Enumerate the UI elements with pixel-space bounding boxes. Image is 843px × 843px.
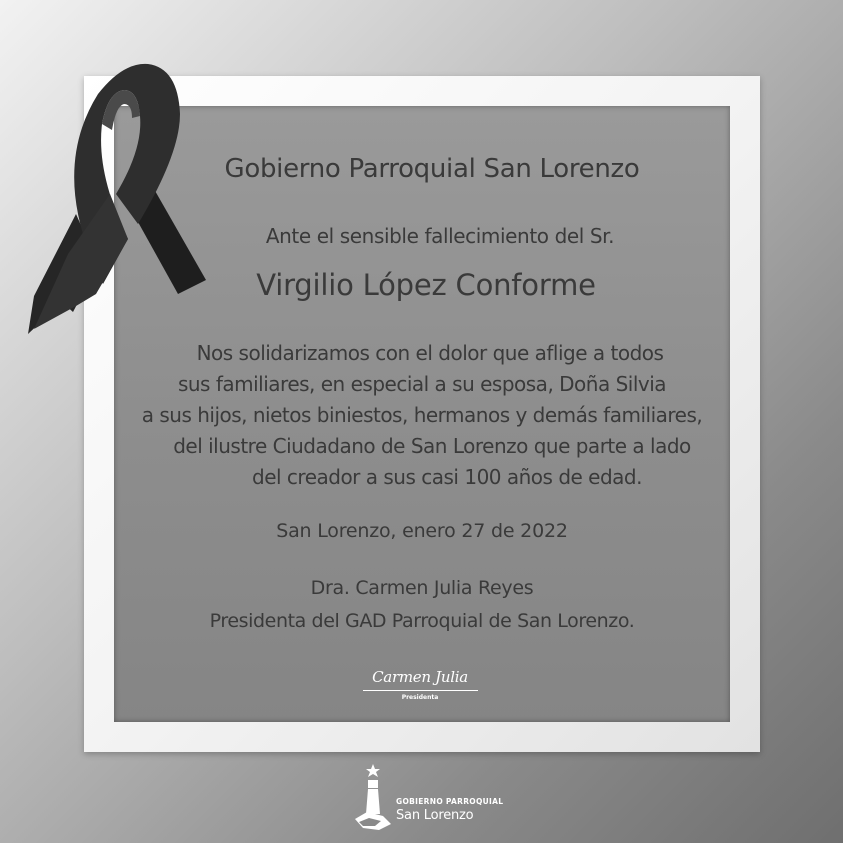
signer-name: Dra. Carmen Julia Reyes	[310, 577, 534, 599]
condolence-message	[84, 338, 760, 493]
message-line: Nos solidarizamos con el dolor que aflige a todos	[196, 341, 664, 365]
organization-title: Gobierno Parroquial San Lorenzo	[224, 154, 640, 184]
signature-underline	[363, 690, 478, 691]
message-line: del ilustre Ciudadano de San Lorenzo que parte a lado	[173, 434, 691, 458]
logo-line-2: San Lorenzo	[396, 808, 474, 823]
deceased-name: Virgilio López Conforme	[256, 268, 596, 302]
signature-script: Carmen Julia	[372, 668, 468, 686]
message-line: sus familiares, en especial a su esposa, Doña Silvia	[177, 372, 667, 396]
lighthouse-logo-icon	[353, 764, 393, 834]
place-date: San Lorenzo, enero 27 de 2022	[276, 520, 568, 542]
signer-role: Presidenta del GAD Parroquial de San Lorenzo.	[209, 610, 635, 632]
signature-caption: Presidenta	[401, 694, 439, 701]
message-line: a sus hijos, nietos biniestos, hermanos y demás familiares,	[141, 403, 703, 427]
intro-text: Ante el sensible fallecimiento del Sr.	[265, 224, 615, 248]
logo-line-1: GOBIERNO PARROQUIAL	[396, 797, 504, 806]
message-line: del creador a sus casi 100 años de edad.	[252, 465, 642, 489]
